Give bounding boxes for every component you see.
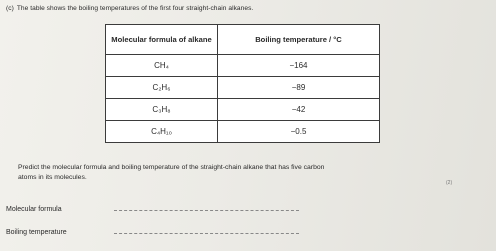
- question-line-1: Predict the molecular formula and boiling temperature of the straight-chain alkane that has five carbon: [18, 164, 325, 171]
- table-row: [106, 99, 380, 121]
- marks-allocation: (2): [446, 180, 453, 186]
- question-prompt: [18, 163, 458, 183]
- temperature-cell: −89: [218, 77, 380, 99]
- table-header-row: [106, 25, 380, 55]
- molecular-formula-label: Molecular formula: [6, 206, 62, 213]
- boiling-temperature-label: Boiling temperature: [6, 229, 67, 236]
- formula-cell: C₂H₆: [106, 77, 218, 99]
- header-molecular-formula: Molecular formula of alkane: [106, 25, 218, 55]
- header-boiling-temperature: Boiling temperature / °C: [218, 25, 380, 55]
- question-part-label: (c): [6, 5, 14, 12]
- question-line-2: atoms in its molecules.: [18, 174, 87, 181]
- formula-cell: C₃H₈: [106, 99, 218, 121]
- question-intro: [6, 5, 253, 12]
- formula-cell: CH₄: [106, 55, 218, 77]
- temperature-cell: −0.5: [218, 121, 380, 143]
- boiling-temperature-table: [105, 24, 380, 143]
- table-row: [106, 77, 380, 99]
- temperature-cell: −42: [218, 99, 380, 121]
- formula-cell: C₄H₁₀: [106, 121, 218, 143]
- table-row: [106, 121, 380, 143]
- table-row: [106, 55, 380, 77]
- temperature-cell: −164: [218, 55, 380, 77]
- boiling-temperature-answer-line[interactable]: [114, 233, 299, 234]
- question-intro-text: The table shows the boiling temperatures of the first four straight-chain alkanes.: [16, 5, 254, 12]
- molecular-formula-answer-line[interactable]: [114, 210, 299, 211]
